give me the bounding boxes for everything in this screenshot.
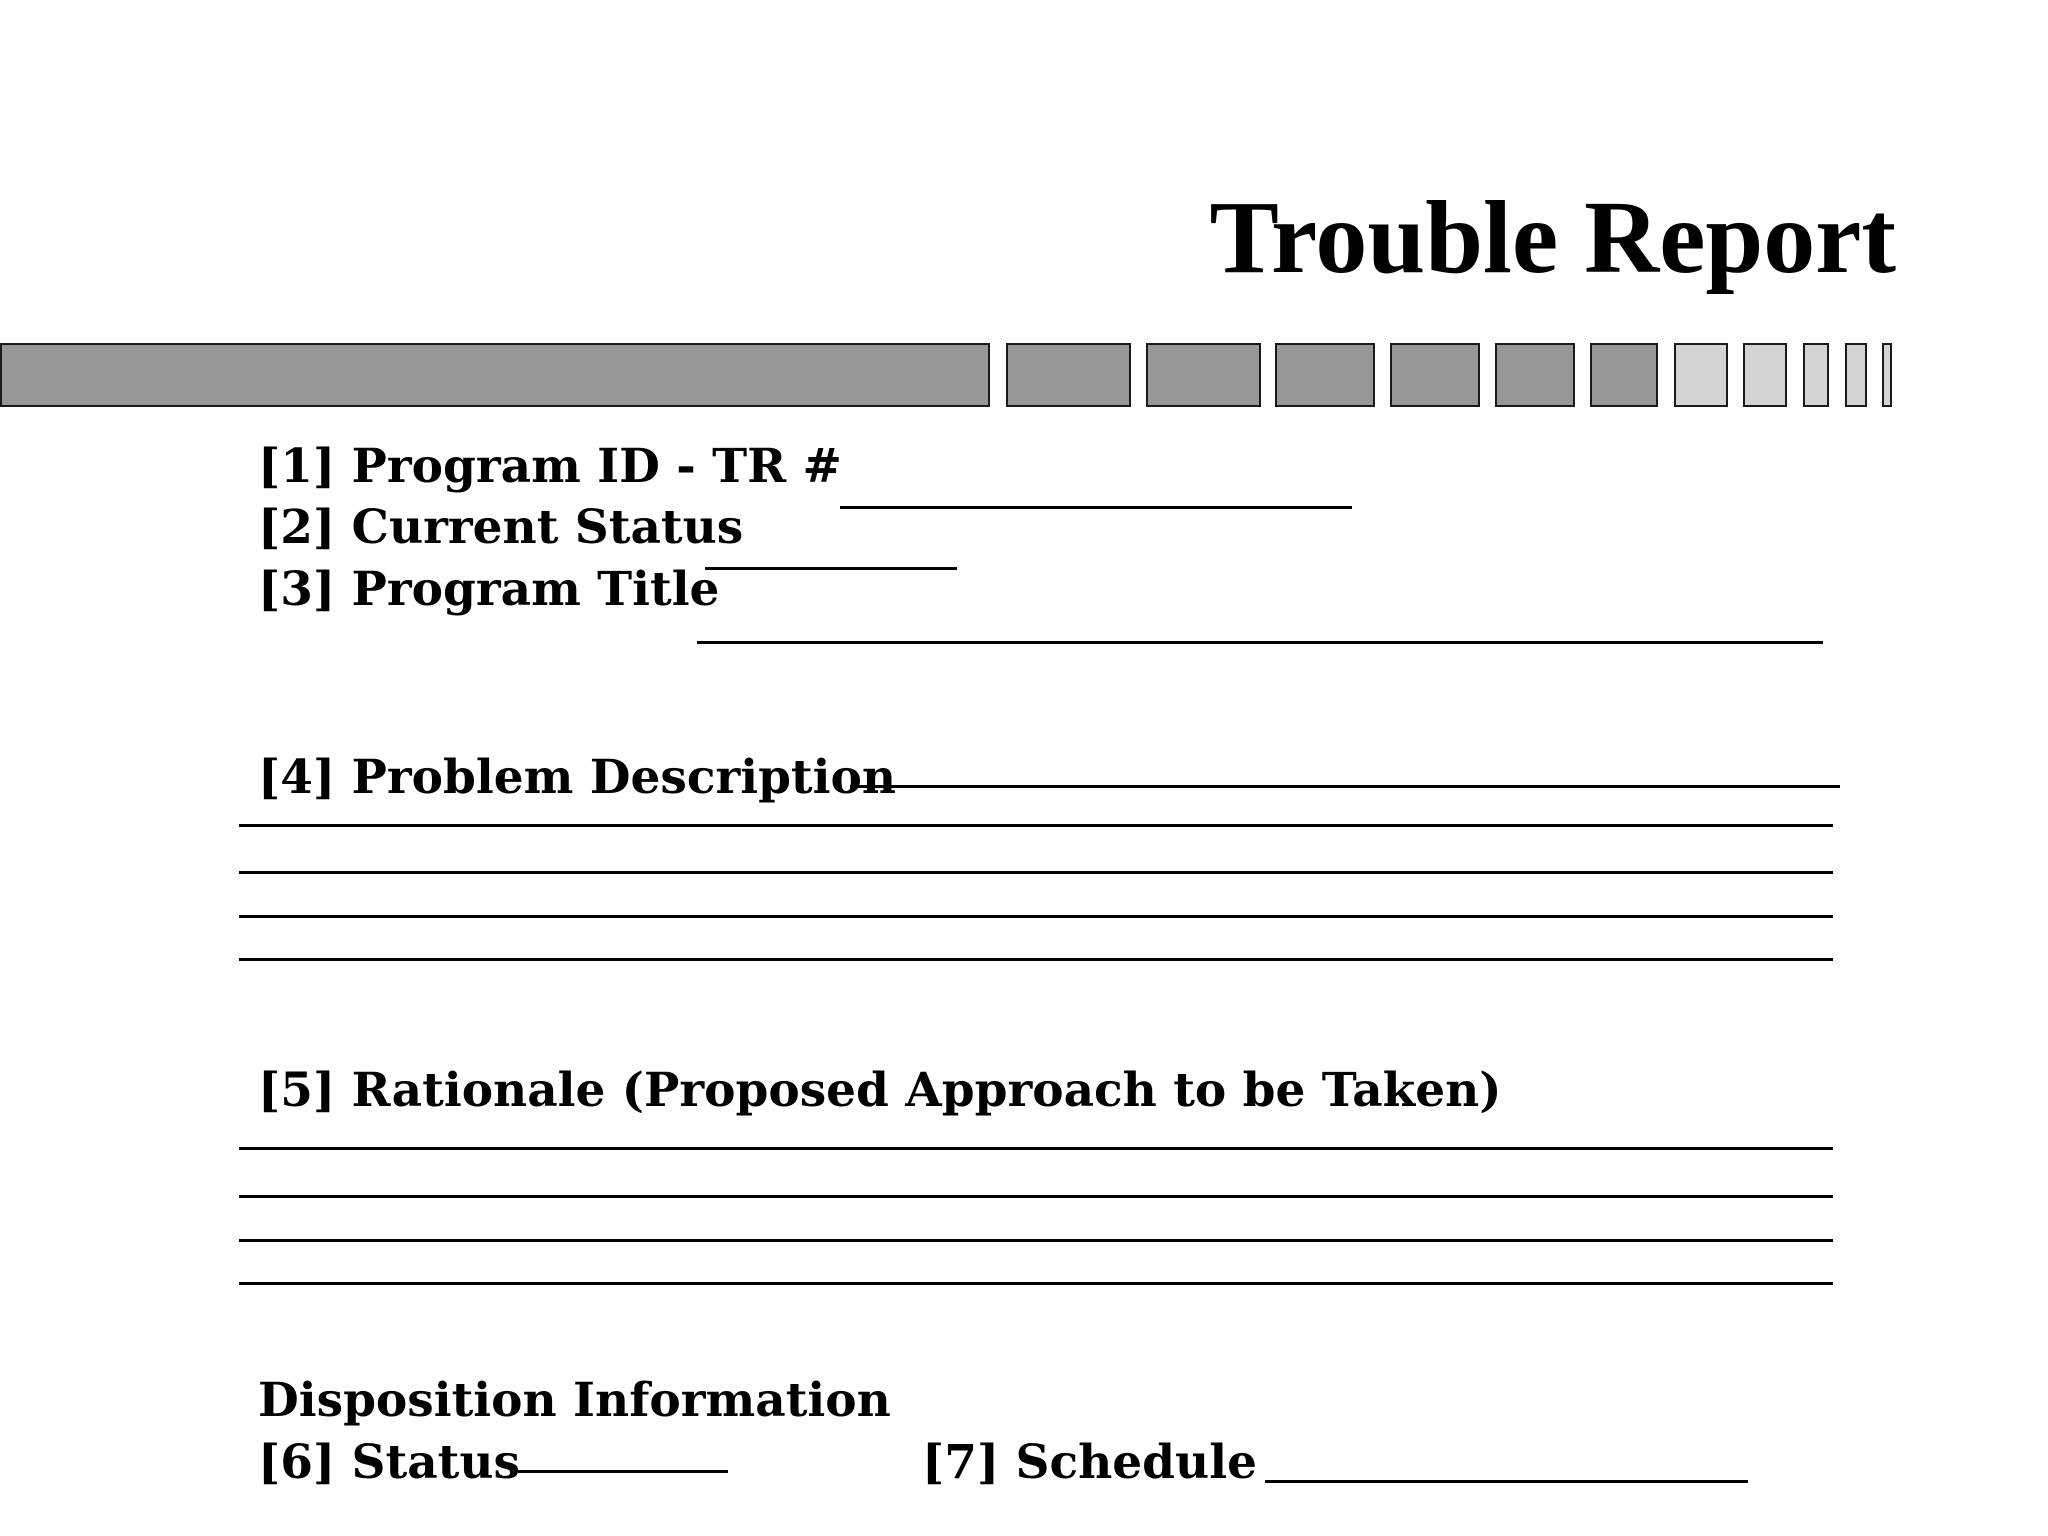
program-title-field[interactable] — [697, 641, 1823, 644]
rationale-label: [5] Rationale (Proposed Approach to be Taken) — [258, 1063, 1502, 1118]
header-bar-segment — [1275, 343, 1375, 407]
problem-description-line[interactable] — [850, 785, 1840, 788]
program-title-label: [3] Program Title — [258, 562, 720, 617]
program-id-field[interactable] — [840, 506, 1352, 509]
problem-description-line[interactable] — [239, 958, 1833, 961]
problem-description-label: [4] Problem Description — [258, 750, 897, 805]
status-field[interactable] — [518, 1470, 728, 1473]
header-bar-segment — [1803, 343, 1829, 407]
header-bar-segment — [1882, 343, 1892, 407]
problem-description-line[interactable] — [239, 824, 1833, 827]
header-bar-segment — [0, 343, 990, 407]
disposition-heading: Disposition Information — [258, 1373, 891, 1428]
header-bar-segment — [1146, 343, 1261, 407]
current-status-field[interactable] — [705, 567, 957, 570]
header-bar-segment — [1390, 343, 1480, 407]
header-bar-segment — [1674, 343, 1728, 407]
schedule-field[interactable] — [1265, 1480, 1748, 1483]
schedule-label: [7] Schedule — [922, 1435, 1257, 1490]
program-id-label: [1] Program ID - TR # — [258, 439, 842, 494]
status-label: [6] Status — [258, 1435, 520, 1490]
problem-description-line[interactable] — [239, 871, 1833, 874]
header-bar-segment — [1845, 343, 1867, 407]
rationale-line[interactable] — [239, 1282, 1833, 1285]
problem-description-line[interactable] — [239, 915, 1833, 918]
current-status-label: [2] Current Status — [258, 500, 744, 555]
rationale-line[interactable] — [239, 1147, 1833, 1150]
rationale-line[interactable] — [239, 1239, 1833, 1242]
page-title: Trouble Report — [1209, 180, 1896, 295]
rationale-line[interactable] — [239, 1195, 1833, 1198]
header-bar-segment — [1006, 343, 1131, 407]
header-bar-segment — [1590, 343, 1658, 407]
header-bar-segment — [1495, 343, 1575, 407]
header-bar-segment — [1743, 343, 1787, 407]
